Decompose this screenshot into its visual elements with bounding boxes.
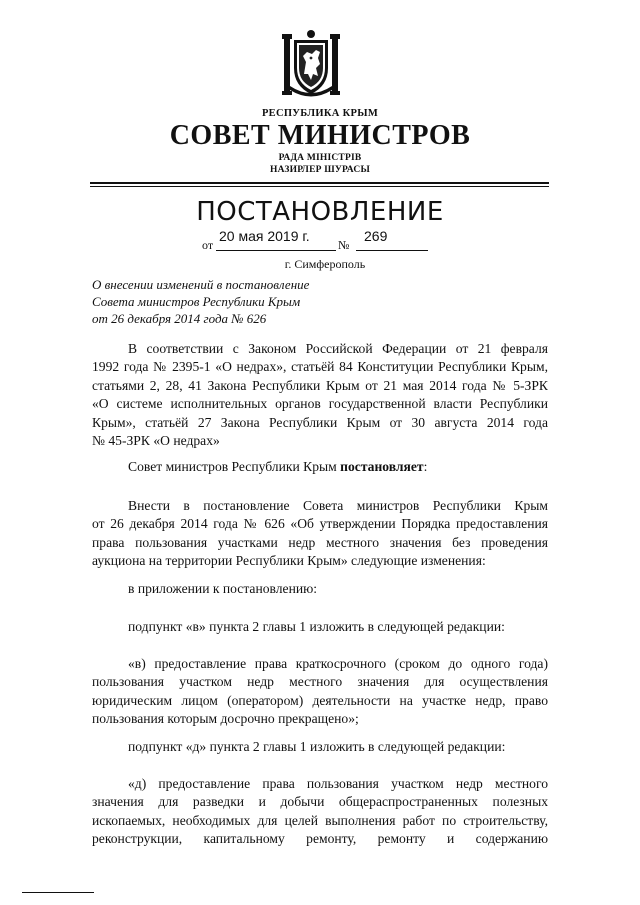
subject-line: от 26 декабря 2014 года № 626 xyxy=(92,311,267,326)
subject-line: О внесении изменений в постановление xyxy=(92,277,310,292)
subject-line: Совета министров Республики Крым xyxy=(92,294,301,309)
subclause-d-text xyxy=(92,775,548,849)
number-prefix: № xyxy=(338,238,350,252)
text-line: «в) предоставление права краткосрочного (сроком до одного года) xyxy=(128,656,548,671)
council-title-crh: НАЗИРЛЕР ШУРАСЫ xyxy=(270,165,370,175)
text-line: В соответствии с Законом Российской Федерации от 21 февраля xyxy=(128,341,548,356)
resolution-lead: Совет министров Республики Крым xyxy=(128,459,341,474)
number-underline xyxy=(356,250,428,251)
text-line: реконструкции, капитальному ремонту, ремонту и содержанию xyxy=(92,831,548,847)
text-line: от 26 декабря 2014 года № 626 «Об утверждении Порядка предоставления xyxy=(92,516,548,532)
document-city: г. Симферополь xyxy=(284,257,366,271)
document-type: ПОСТАНОВЛЕНИЕ xyxy=(196,197,444,227)
resolution-statement xyxy=(128,459,427,475)
footer-rule xyxy=(22,892,94,893)
header-divider-thin xyxy=(90,186,549,187)
text-line: аукциона на территории Республики Крым» следующие изменения: xyxy=(92,553,486,569)
date-underline xyxy=(216,250,336,251)
crimea-coat-of-arms-icon xyxy=(282,28,340,98)
document-number: 269 xyxy=(364,228,388,244)
text-line: 1992 года № 2395-1 «О недрах», статьёй 84 Конституции Республики Крым, xyxy=(92,359,548,375)
header-divider xyxy=(90,182,549,184)
text-line: № 45-ЗРК «О недрах» xyxy=(92,433,220,449)
text-line: Внести в постановление Совета министров Республики Крым xyxy=(128,498,548,513)
appendix-note: в приложении к постановлению: xyxy=(128,581,318,596)
text-line: ископаемых, необходимых для целей выполнения работ по строительству, xyxy=(92,812,548,828)
document-subject xyxy=(92,276,392,327)
text-line: юридическим лицом (оператором) деятельности на участке недр, право xyxy=(92,692,548,708)
text-line: «д) предоставление права пользования участком недр местного xyxy=(128,776,548,791)
council-title: СОВЕТ МИНИСТРОВ xyxy=(169,120,471,151)
text-line: пользования участком недр местного значения для осуществления xyxy=(92,674,548,690)
resolution-verb: постановляет xyxy=(340,459,424,474)
text-line: Крым», статьёй 27 Закона Республики Крым от 30 августа 2014 года xyxy=(92,414,548,430)
date-number-line xyxy=(202,228,428,254)
subclause-v-text xyxy=(92,655,548,729)
republic-name: РЕСПУБЛИКА КРЫМ xyxy=(261,108,379,119)
subclause-v-heading: подпункт «в» пункта 2 главы 1 изложить в следующей редакции: xyxy=(128,619,505,634)
text-line: значения для разведки и добычи общераспространенных полезных xyxy=(92,794,548,810)
subclause-d-heading: подпункт «д» пункта 2 главы 1 изложить в следующей редакции: xyxy=(128,739,506,754)
text-line: права пользования участками недр местного значения без проведения xyxy=(92,534,548,550)
text-line: статьями 2, 28, 41 Закона Республики Крым от 21 мая 2014 года № 5-ЗРК xyxy=(92,377,548,393)
council-title-ua: РАДА МІНІСТРІВ xyxy=(278,153,362,163)
text-line: «О системе исполнительных органов государственной власти Республики xyxy=(92,396,548,412)
preamble-paragraph xyxy=(92,340,548,450)
text-line: пользования которым досрочно прекращено»; xyxy=(92,711,359,727)
resolution-tail: : xyxy=(423,459,428,474)
date-prefix: от xyxy=(202,238,214,252)
document-date: 20 мая 2019 г. xyxy=(219,228,310,244)
amendment-paragraph xyxy=(92,497,548,571)
